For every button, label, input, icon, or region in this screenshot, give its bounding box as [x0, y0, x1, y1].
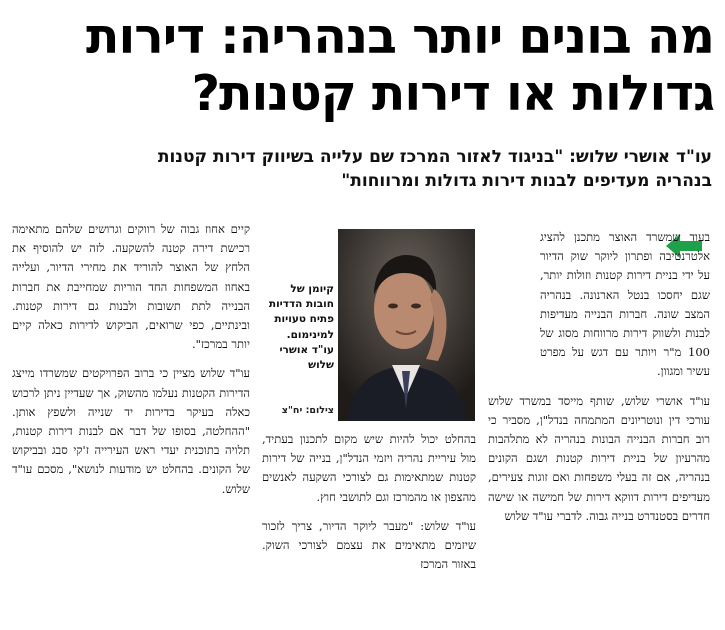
paragraph: קיים אחוז גבוה של רווקים וגרושים שלהם מתאימה רכישת דירה קטנה להשקעה. לזה יש להוסיף את הלחץ של האוצר להוריד את מחירי הדיור, ועלייה באחוז המשפחות החד הוריות שמחייבת את חברות הבנייה לתת תשובות ולבנות גם דירות קטנות. ובינתיים, כפי שרואים, הביקוש לדירות כאלה קיים יותר במרכז".: [12, 222, 250, 352]
article-column-left: [12, 220, 250, 499]
paragraph: עו"ד שלוש: "מעבר ליוקר הדיור, צריך לזכור שיזמים מתאימים את עצמם לצורכי השוק. באזור המרכז: [262, 518, 476, 572]
photo-credit: צילום: יח"צ: [281, 405, 334, 416]
headline: מה בונים יותר בנהריה: דירות גדולות או דירות קטנות?: [86, 8, 714, 122]
photo-caption: קיומן של חובות הדדיות פתיח טעויות למינימום. עו"ד אושרי שלוש: [268, 283, 334, 372]
subheadline: עו"ד אושרי שלוש: "בניגוד לאזור המרכז שם עלייה בשיווק דירות קטנות בנהריה מעדיפים לבנות דירות גדולות ומרווחות": [157, 147, 712, 191]
paragraph: עו"ד אושרי שלוש, שותף מייסד במשרד שלוש עורכי דין ונוטריונים המתמחה בנדל"ן, מסביר כי רוב חברות הבנייה הבונות בנהריה לא מתלהבות מהרעיון של בניית דירות קטנות ושגם הקונים בנהריה, אם זה בעלי משפחות ואם זוגות צעירים, מעדיפים דירות דווקא דירות של חמישה או שישה חדרים בסטנדרט בנייה גבוה. לדברי עו"ד שלוש: [488, 393, 710, 523]
paragraph: בעוד שמשרד האוצר מתכנן להציג אלטרנטיבה ופתרון ליוקר שוק הדיור על ידי בניית דירות קטנות וזולות יותר, שגם יחסכו בנטל הארנונה. בנהריה המצב שונה. חברות הבנייה מעדיפות לבנות ולשווק דירות מרווחות מסוג של 100 מ"ר ויותר עם דגש על מפרט עשיר ומגוון.: [540, 230, 710, 379]
paragraph: עו"ד שלוש מציין כי ברוב הפרויקטים שמשרדו מייצג הדירות הקטנות נעלמו מהשוק, אך שעדיין ניתן לרכוש כאלה בעיקר בדירות יד שנייה ולשפץ אותן. "ההחלטה, בסופו של דבר אם לבנות דירות קטנות, תלויה בתוכנית יעדי ראש העירייה ז'קי סבג ובביקוש של הקונים. בהחלט יש מודעות לנושא", מסכם עו"ד שלוש.: [12, 366, 250, 496]
author-photo: [338, 229, 475, 421]
article-column-right: [488, 228, 710, 526]
paragraph: בהחלט יכול להיות שיש מקום לתכנון בעתיד, מול עיריית נהריה ויזמי הנדל"ן, בנייה של דירות קטנות שמתאימות גם לצורכי השקעה לאנשים מהצפון או מהמרכז וגם לתושבי חוץ.: [262, 432, 476, 504]
article-column-middle: [262, 430, 476, 574]
